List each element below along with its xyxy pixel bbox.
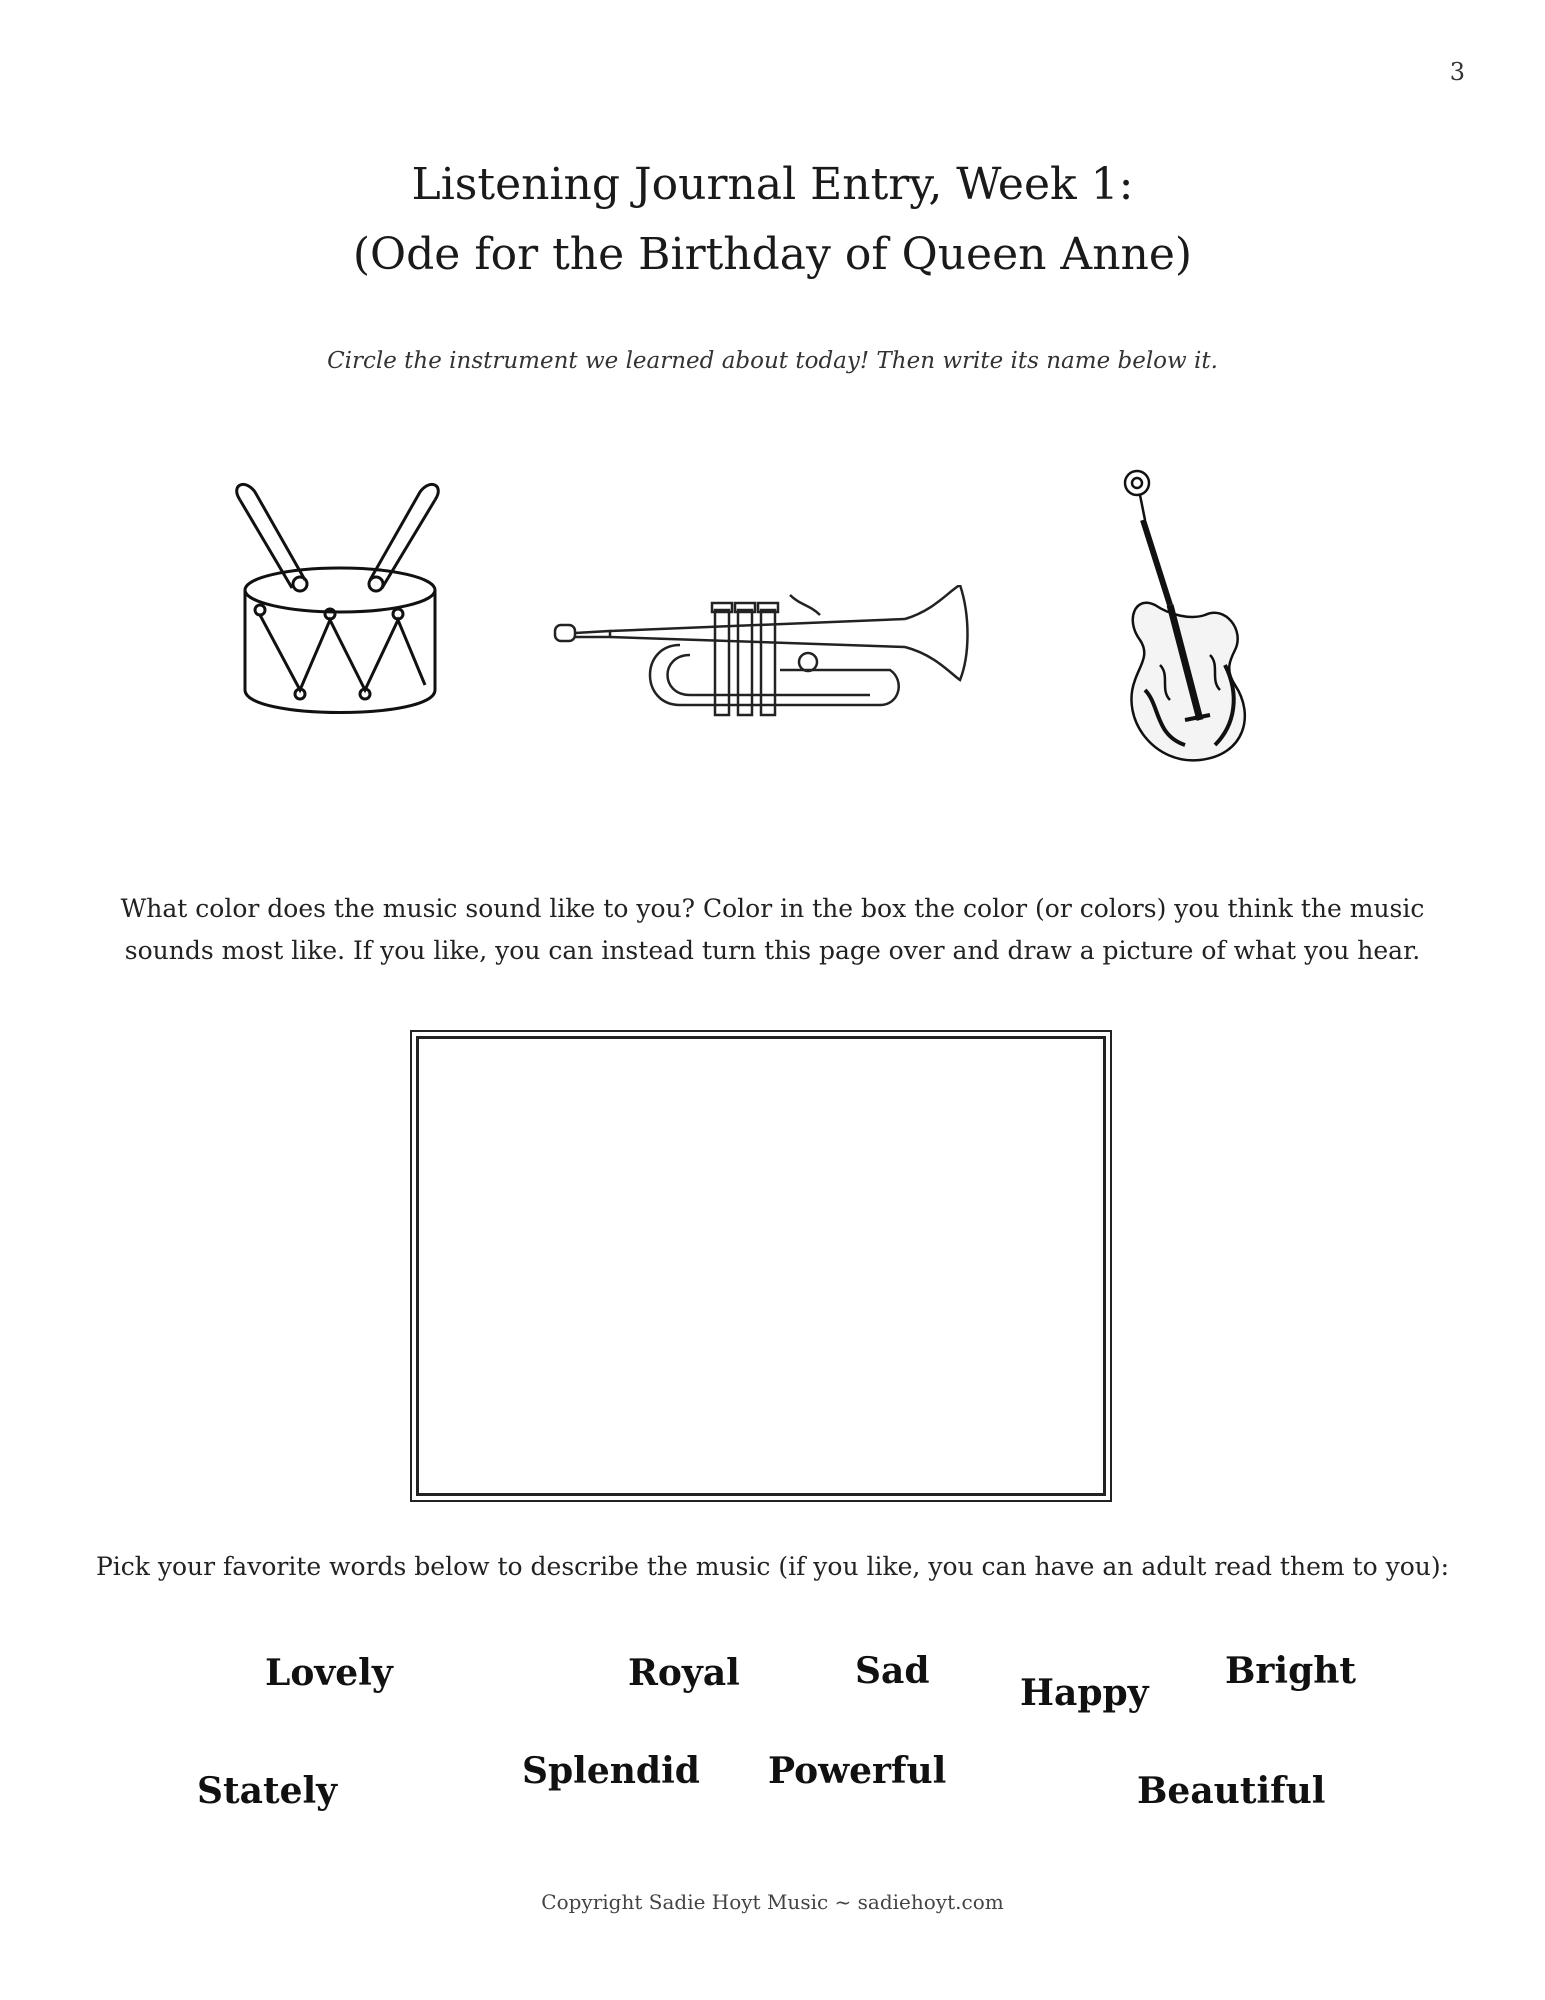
words-prompt: Pick your favorite words below to describe the music (if you like, you can have an adult read them to you):: [95, 1552, 1450, 1581]
word-stately[interactable]: Stately: [197, 1770, 338, 1812]
word-splendid[interactable]: Splendid: [522, 1750, 700, 1792]
word-bright[interactable]: Bright: [1225, 1650, 1357, 1692]
word-happy[interactable]: Happy: [1020, 1672, 1149, 1714]
footer-copyright: Copyright Sadie Hoyt Music ~ sadiehoyt.com: [541, 1890, 1004, 1914]
color-prompt: [120, 888, 1425, 972]
word-beautiful[interactable]: Beautiful: [1137, 1770, 1326, 1812]
word-royal[interactable]: Royal: [628, 1652, 740, 1694]
word-lovely[interactable]: Lovely: [265, 1652, 393, 1694]
trumpet-icon[interactable]: [550, 585, 970, 720]
drum-icon[interactable]: [230, 480, 450, 730]
word-sad[interactable]: Sad: [855, 1650, 930, 1692]
word-powerful[interactable]: Powerful: [768, 1750, 947, 1792]
title-line-1: Listening Journal Entry, Week 1:: [411, 159, 1134, 210]
color-prompt-line-1: What color does the music sound like to you? Color in the box the color (or colors) you think the music: [120, 894, 1425, 923]
title-line-2: (Ode for the Birthday of Queen Anne): [352, 229, 1193, 280]
color-box[interactable]: [416, 1036, 1106, 1496]
instrument-instruction: Circle the instrument we learned about today! Then write its name below it.: [327, 348, 1218, 374]
violin-icon[interactable]: [1115, 465, 1255, 765]
page-title: [0, 150, 1545, 290]
color-prompt-line-2: sounds most like. If you like, you can instead turn this page over and draw a picture of what you hear.: [124, 936, 1421, 965]
page-number: 3: [1449, 58, 1465, 86]
